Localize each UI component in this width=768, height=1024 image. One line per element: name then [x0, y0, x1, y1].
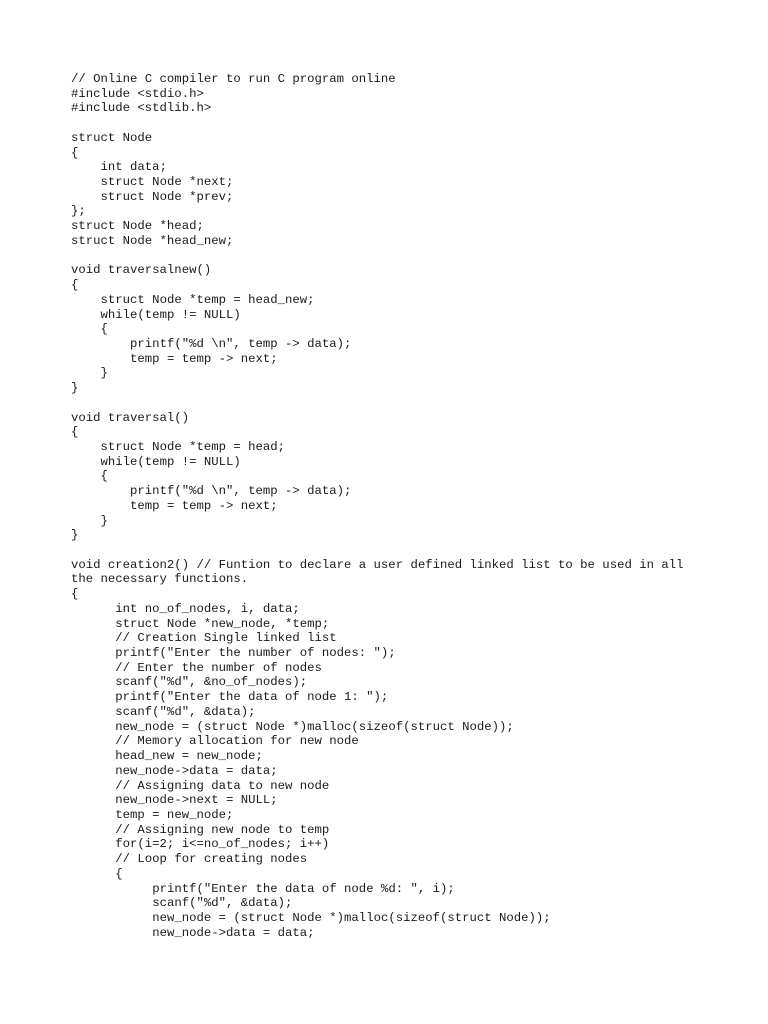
code-line: void traversal(): [71, 410, 190, 425]
code-line: int data;: [71, 160, 167, 175]
code-line: }: [71, 528, 79, 543]
code-line: {: [71, 278, 79, 293]
code-line: {: [71, 866, 123, 881]
code-line: {: [71, 587, 79, 602]
code-line: {: [71, 145, 79, 160]
code-line: }: [71, 381, 79, 396]
code-line: scanf("%d", &data);: [71, 704, 256, 719]
code-line: [71, 249, 711, 264]
code-line: head_new = new_node;: [71, 749, 263, 764]
code-line: printf("Enter the data of node 1: ");: [71, 690, 389, 705]
code-line: // Enter the number of nodes: [71, 660, 322, 675]
code-line: new_node->data = data;: [71, 925, 315, 940]
code-line: {: [71, 322, 108, 337]
code-line: temp = temp -> next;: [71, 498, 278, 513]
code-line: struct Node *new_node, *temp;: [71, 616, 330, 631]
code-line: temp = temp -> next;: [71, 351, 278, 366]
code-line: new_node = (struct Node *)malloc(sizeof(struct Node));: [71, 719, 514, 734]
code-line: struct Node: [71, 130, 153, 145]
code-line: [71, 116, 711, 131]
code-line: while(temp != NULL): [71, 307, 241, 322]
code-line: struct Node *temp = head;: [71, 439, 286, 454]
code-line: int no_of_nodes, i, data;: [71, 601, 300, 616]
code-line: struct Node *head_new;: [71, 233, 234, 248]
code-line: [71, 396, 711, 411]
code-line: temp = new_node;: [71, 807, 234, 822]
code-line: }: [71, 366, 108, 381]
code-line: [71, 543, 711, 558]
code-line: }: [71, 513, 108, 528]
code-line: struct Node *temp = head_new;: [71, 292, 315, 307]
code-line: scanf("%d", &no_of_nodes);: [71, 675, 308, 690]
code-line: // Loop for creating nodes: [71, 852, 308, 867]
code-line: struct Node *next;: [71, 175, 234, 190]
code-line: scanf("%d", &data);: [71, 896, 293, 911]
code-line: // Memory allocation for new node: [71, 734, 359, 749]
code-line: new_node->next = NULL;: [71, 793, 278, 808]
code-line: printf("Enter the data of node %d: ", i);: [71, 881, 455, 896]
code-line: // Online C compiler to run C program online: [71, 72, 396, 86]
code-line: printf("%d \n", temp -> data);: [71, 336, 352, 351]
code-listing: [71, 72, 711, 940]
code-line: #include <stdlib.h>: [71, 101, 212, 116]
code-line: for(i=2; i<=no_of_nodes; i++): [71, 837, 330, 852]
code-line: void traversalnew(): [71, 263, 212, 278]
code-line: struct Node *head;: [71, 219, 204, 234]
code-line: // Creation Single linked list: [71, 631, 337, 646]
code-line: #include <stdio.h>: [71, 86, 204, 101]
code-line: void creation2() // Funtion to declare a user defined linked list to be used in all the necessary functions.: [71, 557, 691, 587]
code-line: printf("Enter the number of nodes: ");: [71, 646, 396, 661]
code-line: while(temp != NULL): [71, 454, 241, 469]
code-line: // Assigning new node to temp: [71, 822, 330, 837]
code-line: struct Node *prev;: [71, 189, 234, 204]
code-line: {: [71, 469, 108, 484]
code-line: };: [71, 204, 86, 219]
code-line: new_node->data = data;: [71, 763, 278, 778]
code-line: // Assigning data to new node: [71, 778, 330, 793]
code-line: printf("%d \n", temp -> data);: [71, 484, 352, 499]
code-line: new_node = (struct Node *)malloc(sizeof(struct Node));: [71, 910, 551, 925]
code-line: {: [71, 425, 79, 440]
